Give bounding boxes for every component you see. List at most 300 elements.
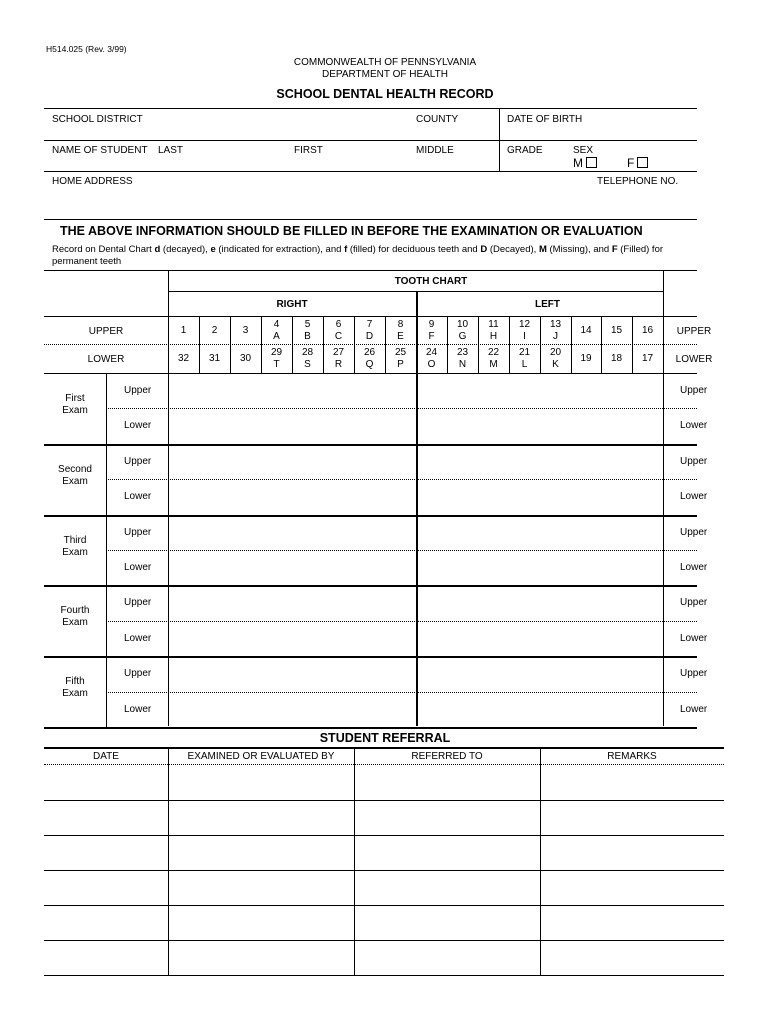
exam-4-upper-tooth-cell[interactable]: [293, 587, 322, 619]
referral-cell-examined-or-evaluated-by[interactable]: [170, 837, 352, 868]
exam-4-lower-tooth-cell[interactable]: [200, 622, 229, 654]
sex-female-checkbox[interactable]: F: [627, 156, 648, 170]
exam-4-upper-tooth-cell[interactable]: [386, 587, 415, 619]
tooth-letter: M: [489, 359, 498, 370]
exam-2-lower-tooth-cell[interactable]: [262, 480, 291, 512]
lower-tooth-31: 31: [208, 353, 221, 364]
grade-field[interactable]: GRADE: [507, 145, 543, 156]
exam-5-lower-tooth-cell[interactable]: [262, 693, 291, 725]
exam-3-lower-tooth-cell[interactable]: [324, 551, 353, 583]
exam-4-upper-tooth-cell[interactable]: [200, 587, 229, 619]
instructions-text: Record on Dental Chart d (decayed), e (indicated for extraction), and f (filled) for deciduous teeth and D (Decayed), M (Missing), and F (Filled) for: [52, 244, 664, 255]
left-label: LEFT: [535, 299, 560, 310]
exam-1-lower-tooth-cell[interactable]: [200, 409, 229, 441]
chart-upper-top-rule: [44, 316, 697, 317]
exam-1-upper-tooth-cell[interactable]: [602, 375, 631, 407]
tooth-number: 7: [366, 319, 373, 330]
exam-3-upper-tooth-cell[interactable]: [386, 517, 415, 549]
referral-cell-remarks[interactable]: [542, 766, 722, 798]
chart-top-rule: [44, 270, 697, 271]
home-address-field[interactable]: HOME ADDRESS: [52, 176, 133, 187]
county-field[interactable]: COUNTY: [416, 114, 459, 125]
exam-1-upper-tooth-cell[interactable]: [386, 375, 415, 407]
exam-5-upper-tooth-cell[interactable]: [602, 658, 631, 690]
exam-3-lower-label-right: Lower: [680, 562, 708, 573]
exam-1-lower-tooth-cell[interactable]: [510, 409, 539, 441]
exam-5-upper-tooth-cell[interactable]: [200, 658, 229, 690]
exam-3-upper-label-left: Upper: [124, 527, 152, 538]
referral-cell-remarks[interactable]: [542, 942, 722, 973]
lower-tooth-25: [385, 347, 416, 371]
tooth-number: 26: [363, 347, 376, 358]
exam-1-lower-tooth-cell[interactable]: [572, 409, 600, 441]
exam-2-lower-tooth-cell[interactable]: [572, 480, 600, 512]
exam-3-lower-tooth-cell[interactable]: [386, 551, 415, 583]
exam-label-2: Second Exam: [58, 464, 92, 487]
exam-5-upper-label-left: Upper: [124, 668, 152, 679]
exam-4-upper-tooth-cell[interactable]: [417, 587, 446, 619]
exam-1-upper-tooth-cell[interactable]: [541, 375, 570, 407]
lower-tooth-23: [447, 347, 478, 371]
referral-cell-examined-or-evaluated-by[interactable]: [170, 907, 352, 938]
exam-1-lower-tooth-cell[interactable]: [231, 409, 260, 441]
exam-3-lower-tooth-cell[interactable]: [633, 551, 662, 583]
tooth-number: 9: [428, 319, 435, 330]
exam-5-lower-tooth-cell[interactable]: [169, 693, 198, 725]
exam-4-upper-tooth-cell[interactable]: [479, 587, 508, 619]
exam-3-lower-tooth-cell[interactable]: [479, 551, 508, 583]
tooth-letter: A: [273, 331, 280, 342]
tooth-number: 11: [488, 319, 499, 330]
exam-5-upper-tooth-cell[interactable]: [231, 658, 260, 690]
exam-4-upper-label-right: Upper: [680, 597, 708, 608]
school-district-field[interactable]: SCHOOL DISTRICT: [52, 114, 143, 125]
exam-2-lower-tooth-cell[interactable]: [417, 480, 446, 512]
exam-5-lower-tooth-cell[interactable]: [324, 693, 353, 725]
exam-1-upper-tooth-cell[interactable]: [479, 375, 508, 407]
exam-4-upper-tooth-cell[interactable]: [602, 587, 631, 619]
tooth-number: 21: [518, 347, 531, 358]
exam-block-bottom-rule: [44, 727, 697, 729]
upper-tooth-11: [478, 319, 509, 343]
exam-3-lower-tooth-cell[interactable]: [169, 551, 198, 583]
tooth-number: 22: [487, 347, 500, 358]
lower-tooth-20: [540, 347, 571, 371]
exam-2-upper-tooth-cell[interactable]: [200, 446, 229, 478]
exam-2-upper-tooth-cell[interactable]: [293, 446, 322, 478]
exam-5-lower-tooth-cell[interactable]: [231, 693, 260, 725]
referral-title: STUDENT REFERRAL: [319, 731, 451, 745]
referral-row-rule: [44, 800, 724, 801]
exam-1-upper-label-right: Upper: [680, 385, 708, 396]
exam-4-upper-label-left: Upper: [124, 597, 152, 608]
exam-2-upper-tooth-cell[interactable]: [510, 446, 539, 478]
right-label: RIGHT: [276, 299, 308, 310]
exam-1-lower-tooth-cell[interactable]: [293, 409, 322, 441]
exam-1-upper-tooth-cell[interactable]: [417, 375, 446, 407]
exam-4-upper-tooth-cell[interactable]: [572, 587, 600, 619]
info-divider: [499, 108, 500, 171]
referral-col-examined-or-evaluated-by: EXAMINED OR EVALUATED BY: [187, 751, 335, 762]
exam-4-lower-tooth-cell[interactable]: [633, 622, 662, 654]
referral-cell-date[interactable]: [46, 872, 166, 903]
exam-2-lower-tooth-cell[interactable]: [386, 480, 415, 512]
exam-label-1: First Exam: [62, 393, 88, 416]
exam-1-upper-tooth-cell[interactable]: [324, 375, 353, 407]
exam-1-lower-tooth-cell[interactable]: [355, 409, 384, 441]
exam-4-lower-tooth-cell[interactable]: [417, 622, 446, 654]
upper-tooth-15: 15: [610, 325, 623, 336]
exam-2-lower-tooth-cell[interactable]: [200, 480, 229, 512]
exam-5-upper-tooth-cell[interactable]: [572, 658, 600, 690]
tooth-number: 6: [335, 319, 342, 330]
exam-2-lower-tooth-cell[interactable]: [602, 480, 631, 512]
exam-3-lower-tooth-cell[interactable]: [200, 551, 229, 583]
exam-4-upper-tooth-cell[interactable]: [448, 587, 477, 619]
upper-tooth-16: 16: [641, 325, 654, 336]
exam-3-lower-tooth-cell[interactable]: [448, 551, 477, 583]
exam-3-upper-tooth-cell[interactable]: [200, 517, 229, 549]
referral-row-rule: [44, 905, 724, 906]
exam-2-lower-tooth-cell[interactable]: [324, 480, 353, 512]
referral-col-referred-to: REFERRED TO: [411, 751, 483, 762]
lower-row-label-right: LOWER: [675, 354, 713, 365]
exam-4-lower-tooth-cell[interactable]: [541, 622, 570, 654]
exam-3-upper-tooth-cell[interactable]: [231, 517, 260, 549]
exam-1-lower-tooth-cell[interactable]: [541, 409, 570, 441]
exam-1-upper-tooth-cell[interactable]: [262, 375, 291, 407]
exam-3-lower-tooth-cell[interactable]: [231, 551, 260, 583]
lower-tooth-22: [478, 347, 509, 371]
upper-tooth-3: 3: [242, 325, 249, 336]
referral-cell-remarks[interactable]: [542, 872, 722, 903]
referral-cell-remarks[interactable]: [542, 802, 722, 833]
exam-label-4: Fourth Exam: [60, 605, 90, 628]
exam-1-lower-tooth-cell[interactable]: [448, 409, 477, 441]
telephone-field[interactable]: TELEPHONE NO.: [597, 176, 679, 187]
exam-1-upper-tooth-cell[interactable]: [231, 375, 260, 407]
referral-cell-referred-to[interactable]: [356, 802, 538, 833]
referral-cell-referred-to[interactable]: [356, 766, 538, 798]
exam-4-upper-tooth-cell[interactable]: [324, 587, 353, 619]
exam-4-lower-tooth-cell[interactable]: [602, 622, 631, 654]
lower-tooth-18: 18: [610, 353, 623, 364]
exam-2-upper-tooth-cell[interactable]: [231, 446, 260, 478]
exam-3-lower-tooth-cell[interactable]: [602, 551, 631, 583]
exam-2-upper-tooth-cell[interactable]: [417, 446, 446, 478]
exam-5-upper-tooth-cell[interactable]: [386, 658, 415, 690]
exam-4-upper-tooth-cell[interactable]: [231, 587, 260, 619]
tooth-letter: B: [304, 331, 311, 342]
exam-3-upper-tooth-cell[interactable]: [169, 517, 198, 549]
exam-2-lower-tooth-cell[interactable]: [448, 480, 477, 512]
exam-1-lower-tooth-cell[interactable]: [633, 409, 662, 441]
referral-top-rule: [44, 747, 724, 749]
exam-1-lower-tooth-cell[interactable]: [386, 409, 415, 441]
upper-tooth-6: [323, 319, 354, 343]
exam-1-upper-tooth-cell[interactable]: [510, 375, 539, 407]
exam-2-upper-tooth-cell[interactable]: [386, 446, 415, 478]
exam-5-lower-tooth-cell[interactable]: [479, 693, 508, 725]
exam-5-upper-tooth-cell[interactable]: [355, 658, 384, 690]
exam-2-upper-tooth-cell[interactable]: [633, 446, 662, 478]
date-of-birth-field[interactable]: DATE OF BIRTH: [507, 114, 583, 125]
exam-2-lower-tooth-cell[interactable]: [355, 480, 384, 512]
upper-tooth-2: 2: [211, 325, 218, 336]
exam-2-lower-label-right: Lower: [680, 491, 708, 502]
exam-4-lower-tooth-cell[interactable]: [231, 622, 260, 654]
exam-2-lower-tooth-cell[interactable]: [633, 480, 662, 512]
referral-row-rule: [44, 870, 724, 871]
tooth-number: 28: [301, 347, 314, 358]
exam-2-upper-tooth-cell[interactable]: [602, 446, 631, 478]
exam-4-lower-label-right: Lower: [680, 633, 708, 644]
tooth-letter: E: [397, 331, 404, 342]
referral-cell-date[interactable]: [46, 802, 166, 833]
exam-3-upper-tooth-cell[interactable]: [479, 517, 508, 549]
exam-4-upper-tooth-cell[interactable]: [169, 587, 198, 619]
exam-4-lower-tooth-cell[interactable]: [355, 622, 384, 654]
exam-5-upper-tooth-cell[interactable]: [262, 658, 291, 690]
lower-tooth-32: 32: [177, 353, 190, 364]
exam-2-lower-tooth-cell[interactable]: [169, 480, 198, 512]
exam-1-upper-tooth-cell[interactable]: [448, 375, 477, 407]
exam-2-upper-tooth-cell[interactable]: [479, 446, 508, 478]
exam-2-upper-tooth-cell[interactable]: [324, 446, 353, 478]
referral-cell-examined-or-evaluated-by[interactable]: [170, 872, 352, 903]
referral-cell-remarks[interactable]: [542, 907, 722, 938]
exam-4-lower-tooth-cell[interactable]: [169, 622, 198, 654]
referral-cell-examined-or-evaluated-by[interactable]: [170, 766, 352, 798]
exam-3-lower-tooth-cell[interactable]: [293, 551, 322, 583]
lower-tooth-29: [261, 347, 292, 371]
exam-2-upper-tooth-cell[interactable]: [572, 446, 600, 478]
upper-tooth-13: [540, 319, 571, 343]
exam-4-upper-tooth-cell[interactable]: [633, 587, 662, 619]
exam-1-upper-tooth-cell[interactable]: [355, 375, 384, 407]
exam-5-lower-tooth-cell[interactable]: [200, 693, 229, 725]
exam-5-lower-tooth-cell[interactable]: [633, 693, 662, 725]
exam-1-lower-tooth-cell[interactable]: [169, 409, 198, 441]
lower-tooth-17: 17: [641, 353, 654, 364]
exam-3-upper-tooth-cell[interactable]: [572, 517, 600, 549]
agency-line-1: COMMONWEALTH OF PENNSYLVANIA: [293, 57, 477, 68]
exam-3-upper-tooth-cell[interactable]: [293, 517, 322, 549]
exam-4-upper-tooth-cell[interactable]: [510, 587, 539, 619]
exam-3-upper-tooth-cell[interactable]: [602, 517, 631, 549]
tooth-letter: N: [458, 359, 467, 370]
exam-4-lower-tooth-cell[interactable]: [262, 622, 291, 654]
referral-header-rule: [44, 764, 724, 765]
tooth-letter: P: [397, 359, 404, 370]
lower-tooth-19: 19: [580, 353, 592, 364]
tooth-number: 23: [456, 347, 469, 358]
exam-2-upper-tooth-cell[interactable]: [169, 446, 198, 478]
lower-tooth-30: 30: [239, 353, 252, 364]
exam-3-lower-tooth-cell[interactable]: [417, 551, 446, 583]
exam-3-lower-tooth-cell[interactable]: [510, 551, 539, 583]
referral-cell-referred-to[interactable]: [356, 872, 538, 903]
form-code: H514.025 (Rev. 3/99): [46, 44, 127, 54]
exam-4-lower-label-left: Lower: [124, 633, 152, 644]
exam-1-lower-tooth-cell[interactable]: [417, 409, 446, 441]
referral-col-remarks: REMARKS: [607, 751, 657, 762]
exam-4-lower-tooth-cell[interactable]: [572, 622, 600, 654]
upper-tooth-7: [354, 319, 385, 343]
upper-tooth-12: [509, 319, 540, 343]
notice-heading: THE ABOVE INFORMATION SHOULD BE FILLED IN BEFORE THE EXAMINATION OR EVALUATION: [60, 224, 643, 238]
exam-3-upper-tooth-cell[interactable]: [541, 517, 570, 549]
tooth-number: 10: [456, 319, 469, 330]
exam-4-upper-tooth-cell[interactable]: [355, 587, 384, 619]
tooth-letter: H: [489, 331, 498, 342]
tooth-chart-title: TOOTH CHART: [394, 276, 468, 287]
tooth-number: 5: [304, 319, 311, 330]
upper-tooth-14: 14: [580, 325, 592, 336]
tooth-letter: Q: [365, 359, 374, 370]
referral-cell-date[interactable]: [46, 766, 166, 798]
exam-1-lower-tooth-cell[interactable]: [602, 409, 631, 441]
exam-2-lower-tooth-cell[interactable]: [293, 480, 322, 512]
exam-4-lower-tooth-cell[interactable]: [293, 622, 322, 654]
exam-4-lower-tooth-cell[interactable]: [510, 622, 539, 654]
exam-5-upper-tooth-cell[interactable]: [510, 658, 539, 690]
referral-cell-referred-to[interactable]: [356, 942, 538, 973]
exam-5-upper-tooth-cell[interactable]: [633, 658, 662, 690]
exam-4-lower-tooth-cell[interactable]: [448, 622, 477, 654]
exam-5-upper-tooth-cell[interactable]: [417, 658, 446, 690]
lower-tooth-28: [292, 347, 323, 371]
tooth-letter: L: [521, 359, 528, 370]
exam-5-upper-tooth-cell[interactable]: [169, 658, 198, 690]
sex-male-checkbox[interactable]: M: [573, 156, 597, 170]
last-name-field[interactable]: LAST: [158, 145, 184, 156]
exam-5-lower-label-left: Lower: [124, 704, 152, 715]
tooth-number: 4: [273, 319, 280, 330]
exam-1-upper-tooth-cell[interactable]: [169, 375, 198, 407]
exam-5-lower-tooth-cell[interactable]: [355, 693, 384, 725]
exam-5-lower-tooth-cell[interactable]: [510, 693, 539, 725]
exam-3-lower-tooth-cell[interactable]: [355, 551, 384, 583]
upper-tooth-5: [292, 319, 323, 343]
referral-row-rule: [44, 940, 724, 941]
info-bottom-rule: [44, 219, 697, 220]
exam-1-lower-tooth-cell[interactable]: [324, 409, 353, 441]
exam-3-lower-label-left: Lower: [124, 562, 152, 573]
upper-tooth-1: 1: [180, 325, 187, 336]
exam-2-lower-tooth-cell[interactable]: [231, 480, 260, 512]
lower-tooth-26: [354, 347, 385, 371]
exam-5-lower-tooth-cell[interactable]: [602, 693, 631, 725]
exam-2-upper-tooth-cell[interactable]: [541, 446, 570, 478]
exam-1-upper-tooth-cell[interactable]: [572, 375, 600, 407]
tooth-letter: C: [334, 331, 343, 342]
referral-cell-date[interactable]: [46, 837, 166, 868]
exam-3-lower-tooth-cell[interactable]: [262, 551, 291, 583]
exam-1-upper-tooth-cell[interactable]: [293, 375, 322, 407]
lower-tooth-24: [416, 347, 447, 371]
exam-5-lower-tooth-cell[interactable]: [293, 693, 322, 725]
exam-5-lower-tooth-cell[interactable]: [417, 693, 446, 725]
exam-5-upper-tooth-cell[interactable]: [293, 658, 322, 690]
exam-3-lower-tooth-cell[interactable]: [572, 551, 600, 583]
exam-5-lower-tooth-cell[interactable]: [448, 693, 477, 725]
exam-1-upper-tooth-cell[interactable]: [200, 375, 229, 407]
exam-1-upper-tooth-cell[interactable]: [633, 375, 662, 407]
student-name-field[interactable]: NAME OF STUDENT: [52, 145, 148, 156]
upper-tooth-4: [261, 319, 292, 343]
tooth-number: 27: [332, 347, 345, 358]
referral-cell-examined-or-evaluated-by[interactable]: [170, 802, 352, 833]
exam-4-upper-tooth-cell[interactable]: [262, 587, 291, 619]
exam-3-lower-tooth-cell[interactable]: [541, 551, 570, 583]
chart-header-bottom-rule: [44, 373, 697, 374]
referral-cell-date[interactable]: [46, 907, 166, 938]
sex-label: SEX: [573, 145, 594, 156]
referral-cell-remarks[interactable]: [542, 837, 722, 868]
upper-tooth-10: [447, 319, 478, 343]
exam-3-upper-tooth-cell[interactable]: [510, 517, 539, 549]
tooth-number: 29: [270, 347, 283, 358]
exam-4-lower-tooth-cell[interactable]: [479, 622, 508, 654]
exam-2-lower-tooth-cell[interactable]: [510, 480, 539, 512]
exam-3-upper-tooth-cell[interactable]: [633, 517, 662, 549]
exam-2-upper-tooth-cell[interactable]: [448, 446, 477, 478]
exam-4-lower-tooth-cell[interactable]: [386, 622, 415, 654]
referral-cell-examined-or-evaluated-by[interactable]: [170, 942, 352, 973]
exam-5-upper-tooth-cell[interactable]: [324, 658, 353, 690]
tooth-letter: K: [552, 359, 559, 370]
exam-5-lower-label-right: Lower: [680, 704, 708, 715]
lower-row-label: LOWER: [87, 354, 125, 365]
exam-5-upper-tooth-cell[interactable]: [448, 658, 477, 690]
referral-cell-referred-to[interactable]: [356, 907, 538, 938]
exam-5-lower-tooth-cell[interactable]: [541, 693, 570, 725]
exam-5-lower-tooth-cell[interactable]: [386, 693, 415, 725]
first-name-field[interactable]: FIRST: [294, 145, 323, 156]
exam-2-lower-tooth-cell[interactable]: [541, 480, 570, 512]
exam-2-upper-tooth-cell[interactable]: [262, 446, 291, 478]
exam-1-lower-tooth-cell[interactable]: [262, 409, 291, 441]
tooth-letter: O: [427, 359, 436, 370]
exam-3-upper-tooth-cell[interactable]: [355, 517, 384, 549]
exam-1-lower-tooth-cell[interactable]: [479, 409, 508, 441]
exam-1-lower-label-left: Lower: [124, 420, 152, 431]
exam-5-upper-label-right: Upper: [680, 668, 708, 679]
exam-5-upper-tooth-cell[interactable]: [479, 658, 508, 690]
referral-cell-date[interactable]: [46, 942, 166, 973]
tooth-letter: D: [365, 331, 374, 342]
referral-col-date: DATE: [93, 751, 119, 762]
exam-2-lower-tooth-cell[interactable]: [479, 480, 508, 512]
page-title: SCHOOL DENTAL HEALTH RECORD: [276, 87, 494, 101]
referral-cell-referred-to[interactable]: [356, 837, 538, 868]
exam-label-5: Fifth Exam: [62, 676, 88, 699]
info-top-rule: [44, 108, 697, 109]
exam-2-upper-tooth-cell[interactable]: [355, 446, 384, 478]
exam-5-lower-tooth-cell[interactable]: [572, 693, 600, 725]
exam-5-upper-tooth-cell[interactable]: [541, 658, 570, 690]
middle-name-field[interactable]: MIDDLE: [416, 145, 454, 156]
exam-3-upper-tooth-cell[interactable]: [324, 517, 353, 549]
referral-row-rule: [44, 835, 724, 836]
exam-4-upper-tooth-cell[interactable]: [541, 587, 570, 619]
tooth-number: 12: [518, 319, 531, 330]
exam-3-upper-tooth-cell[interactable]: [417, 517, 446, 549]
exam-4-lower-tooth-cell[interactable]: [324, 622, 353, 654]
exam-3-upper-tooth-cell[interactable]: [448, 517, 477, 549]
exam-3-upper-tooth-cell[interactable]: [262, 517, 291, 549]
